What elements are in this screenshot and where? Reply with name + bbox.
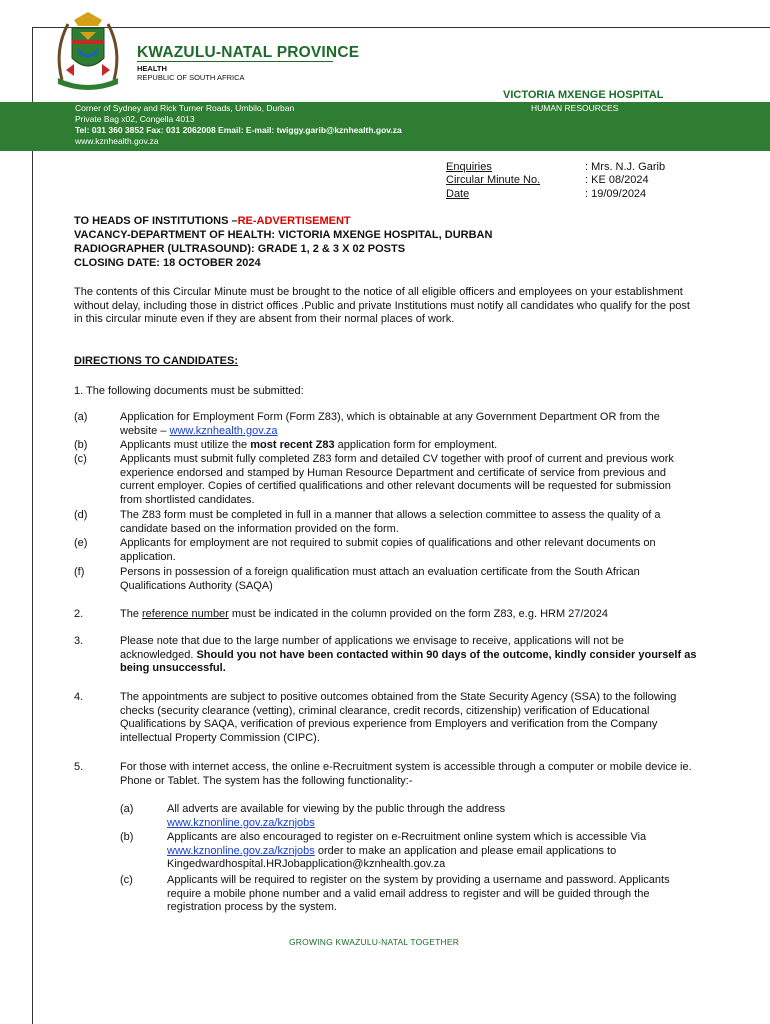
readvertisement-label: RE-ADVERTISEMENT xyxy=(237,215,351,227)
province-name: KWAZULU-NATAL PROVINCE xyxy=(137,44,360,61)
item-label: (f) xyxy=(74,566,85,578)
doc-item-f: Persons in possession of a foreign qualification must attach an evaluation certificate from the South African Qualifications Authority (SAQA) xyxy=(120,566,640,592)
item-label: 4. xyxy=(74,691,84,703)
heading-recipient: TO HEADS OF INSTITUTIONS – xyxy=(74,215,238,227)
reference-value: : KE 08/2024 xyxy=(585,174,649,186)
item-label: (c) xyxy=(120,874,133,886)
heading-line-1 xyxy=(74,215,351,227)
item-label: 5. xyxy=(74,761,84,773)
letterhead-rule xyxy=(137,61,333,62)
kznhealth-link[interactable]: www.kznhealth.gov.za xyxy=(169,424,278,437)
doc-item-d: The Z83 form must be completed in full in a manner that allows a selection committee to assess the quality of a candidate based on the information provided on the form. xyxy=(120,509,661,535)
reference-value: : 19/09/2024 xyxy=(585,188,647,200)
item-label: 3. xyxy=(74,635,84,647)
reference-number-term: reference number xyxy=(142,608,229,620)
item-label: (b) xyxy=(120,831,134,843)
item-5-b-text: Applicants are also encouraged to register on e-Recruitment online system which is accessible Via xyxy=(167,831,647,843)
contact-band xyxy=(0,102,770,151)
item-label: (a) xyxy=(74,411,88,423)
item-label: (d) xyxy=(74,509,88,521)
item-5: For those with internet access, the online e-Recruitment system is accessible through a computer or mobile device ie. Phone or Tablet. The system has the following functionality:- xyxy=(120,761,692,787)
item-label: (e) xyxy=(74,537,88,549)
reference-label: Date xyxy=(446,188,470,200)
doc-item-e: Applicants for employment are not required to submit copies of qualifications and other relevant documents on application. xyxy=(120,537,656,563)
item-label: (c) xyxy=(74,453,87,465)
doc-item-a-text: Application for Employment Form (Form Z83), which is obtainable at any Government Department OR from the website – xyxy=(120,411,660,437)
item-5-b xyxy=(167,831,677,872)
documents-intro: 1. The following documents must be submitted: xyxy=(74,385,304,397)
website-line: www.kznhealth.gov.za xyxy=(75,136,159,146)
doc-item-b-bold: most recent Z83 xyxy=(250,439,335,451)
address-line-1: Corner of Sydney and Rick Turner Roads, Umbilo, Durban xyxy=(75,103,295,113)
heading-line-3: RADIOGRAPHER (ULTRASOUND): GRADE 1, 2 & 3 X 02 POSTS xyxy=(74,243,406,255)
item-2 xyxy=(120,608,710,622)
country-name: REPUBLIC OF SOUTH AFRICA xyxy=(137,73,245,82)
kznjobs-link[interactable]: www.kznonline.gov.za/kznjobs xyxy=(167,844,315,857)
address-line-2: Private Bag x02, Congella 4013 xyxy=(75,114,195,124)
heading-line-2: VACANCY-DEPARTMENT OF HEALTH: VICTORIA MXENGE HOSPITAL, DURBAN xyxy=(74,229,493,241)
item-2-text: The xyxy=(120,608,143,620)
doc-item-c: Applicants must submit fully completed Z83 form and detailed CV together with proof of current and previous work experience endorsed and stamped by Human Resource Department and certificate of service from previous and current employer. Copies of certified qualifications and other relevant documents will be requested for submission from shortlisted candidates. xyxy=(120,453,674,506)
item-3-text: Please note that due to the large number of applications we envisage to receive, applications will not be acknowledged. xyxy=(120,635,624,661)
doc-item-b xyxy=(120,439,695,453)
item-5-c: Applicants will be required to register on the system by providing a username and password. Applicants require a mobile phone number and a valid email address to register and will be guided through the registration process by the system. xyxy=(167,874,670,914)
item-5-b-text-end: order to make an application and please email applications to Kingedwardhospital.HRJobapplication@kznhealth.gov.za xyxy=(167,844,617,871)
item-5-a xyxy=(167,803,617,830)
doc-item-a xyxy=(120,411,660,438)
unit-name: HUMAN RESOURCES xyxy=(531,103,619,113)
item-4: The appointments are subject to positive outcomes obtained from the State Security Agency (SSA) to the following checks (security clearance (vetting), criminal clearance, credit records, citizenship) verification of Educational Qualifications by SAQA, verification of previous experience from Employers and verification from the Company intellectual Property Commission (CIPC). xyxy=(120,691,677,744)
department-name: HEALTH xyxy=(137,64,167,73)
contact-line: Tel: 031 360 3852 Fax: 031 2062008 Email: E-mail: twiggy.garib@kznhealth.gov.za xyxy=(75,125,402,135)
item-3-bold: Should you not have been contacted within 90 days of the outcome, kindly consider yourself as being unsuccessful. xyxy=(120,648,697,675)
directions-title: DIRECTIONS TO CANDIDATES: xyxy=(74,355,238,367)
closing-date: CLOSING DATE: 18 OCTOBER 2024 xyxy=(74,257,261,269)
footer-slogan: GROWING KWAZULU-NATAL TOGETHER xyxy=(289,937,460,947)
item-label: (b) xyxy=(74,439,88,451)
item-5-a-text: All adverts are available for viewing by the public through the address xyxy=(167,803,506,815)
intro-paragraph: The contents of this Circular Minute must be brought to the notice of all eligible officers and employees on your establishment without delay, including those in district offices .Public and private Institutions must notify all candidates who qualify for the post in this circular minute even if they are absent from their normal places of work. xyxy=(74,286,690,326)
doc-item-b-text: Applicants must utilize the xyxy=(120,439,251,451)
hospital-name: VICTORIA MXENGE HOSPITAL xyxy=(503,89,664,101)
item-label: 2. xyxy=(74,608,84,620)
reference-label: Enquiries xyxy=(446,161,492,173)
item-2-text-end: must be indicated in the column provided on the form Z83, e.g. HRM 27/2024 xyxy=(228,608,608,620)
reference-value: : Mrs. N.J. Garib xyxy=(585,161,666,173)
kzn-coat-of-arms-logo xyxy=(44,10,132,94)
item-3 xyxy=(120,635,698,676)
kznjobs-link[interactable]: www.kznonline.gov.za/kznjobs xyxy=(167,816,315,829)
item-label: (a) xyxy=(120,803,134,815)
doc-item-b-text-end: application form for employment. xyxy=(334,439,498,451)
reference-label: Circular Minute No. xyxy=(446,174,541,186)
